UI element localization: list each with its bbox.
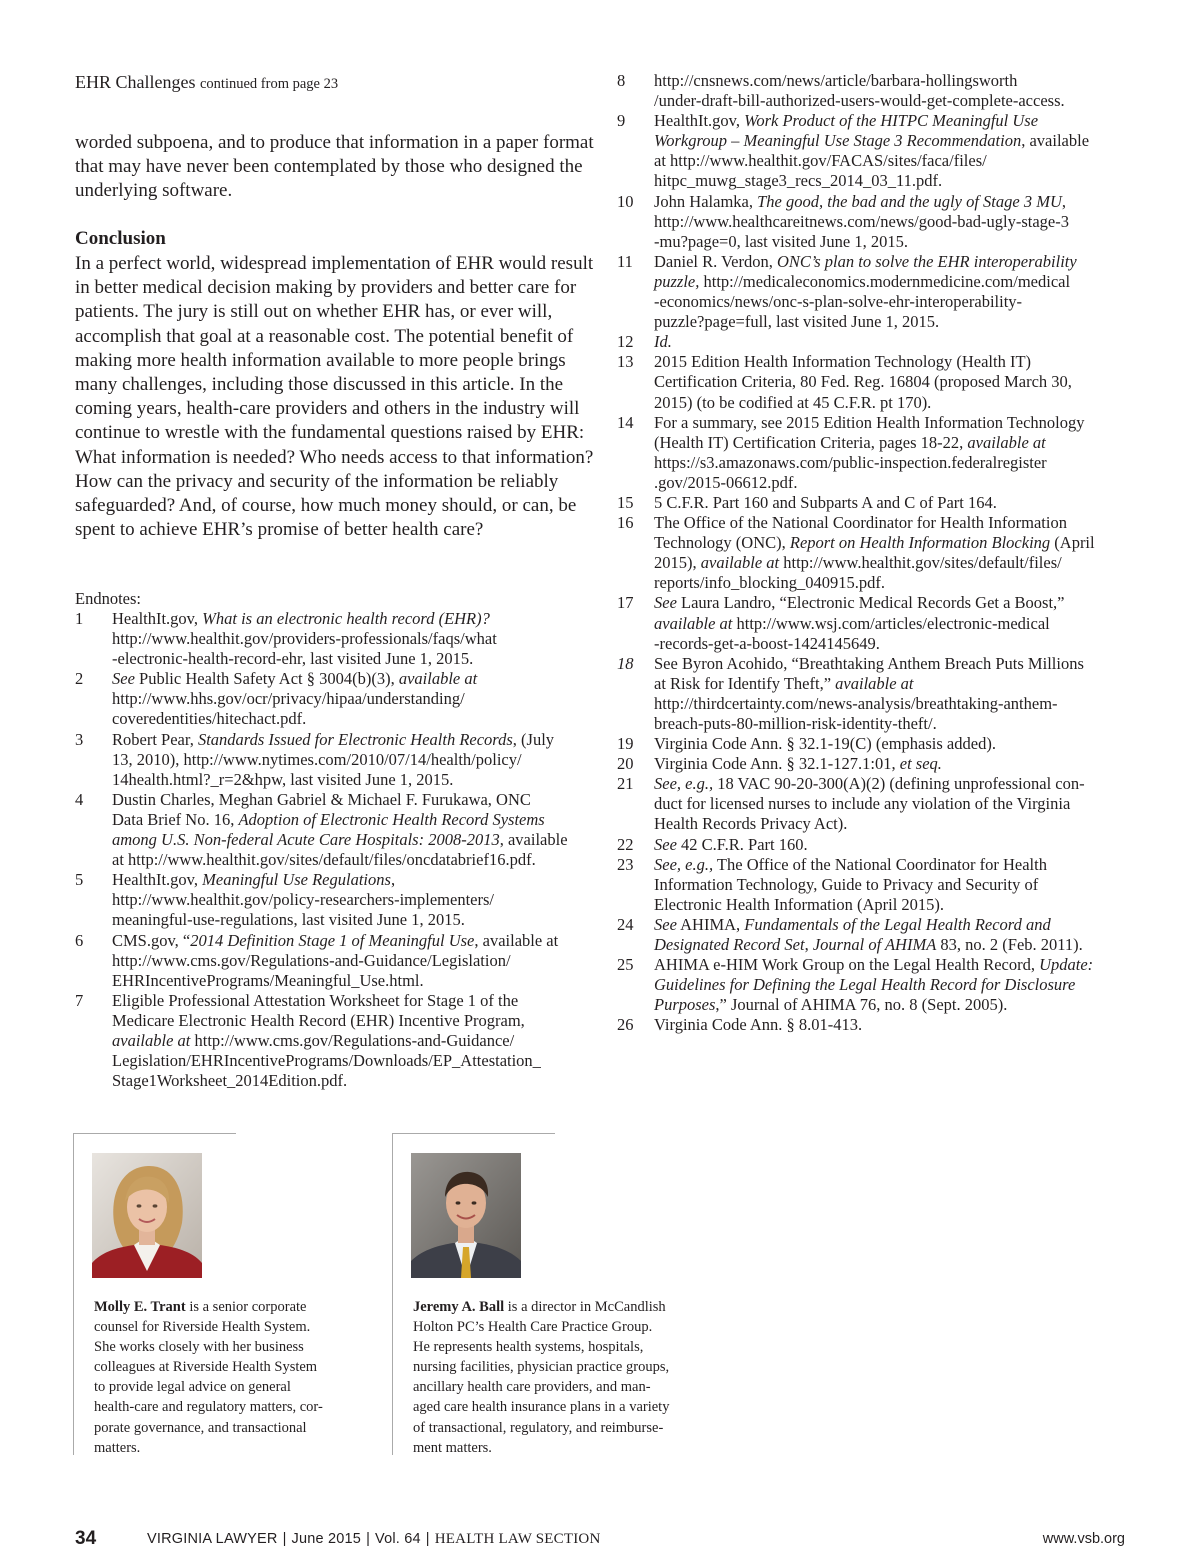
endnote-text: AHIMA e-HIM Work Group on the Legal Health Record, Update: Guidelines for Defining the Legal Health Record for Disclosure Purposes,” Journal of AHIMA 76, no. 8 (Sept. 2005). (654, 955, 1094, 1015)
endnote-number: 1 (75, 609, 84, 628)
endnote-text: Id. (654, 332, 672, 352)
endnote-22 (617, 835, 1147, 855)
bio-divider (74, 1133, 236, 1134)
author-name-ball: Jeremy A. Ball (413, 1299, 505, 1315)
website-url: www.vsb.org (1042, 1531, 1125, 1547)
endnote-7 (75, 991, 595, 1091)
endnote-text: Robert Pear, Standards Issued for Electronic Health Records, (July 13, 2010), http://www.nytimes.com/2010/07/14/health/policy/ 14health.html?_r=2&hpw, last visited June 1, 2015. (112, 729, 555, 789)
endnote-number: 22 (617, 834, 634, 854)
bio-body-ball: is a director in McCandlish Holton PC’s Health Care Practice Group. He represents health systems, hospitals, nursing facilities, physician practice groups, ancillary health care providers, and man- aged care health insurance plans in a variety of transactional, regulatory, and reimburse- ment matters. (413, 1299, 670, 1456)
bio-text-trant (94, 1297, 394, 1458)
endnote-text: For a summary, see 2015 Edition Health Information Technology (Health IT) Certification Criteria, pages 18-22, available at https://s3.amazonaws.com/public-inspection.federalregister .gov/2015-06612.pdf. (654, 412, 1085, 492)
author-bio-trant (73, 1133, 413, 1455)
endnote-text: HealthIt.gov, Work Product of the HITPC Meaningful Use Workgroup – Meaningful Use Stage 3 Recommendation, available at http://www.healthit.gov/FACAS/sites/faca/files/ hitpc_muwg_stage3_recs_2014_03_11.pdf. (654, 111, 1090, 191)
endnote-number: 4 (75, 789, 84, 809)
lead-paragraph: worded subpoena, and to produce that information in a paper format that may have never been contemplated by those who designed the underlying software. (75, 132, 594, 202)
endnote-text: HealthIt.gov, Meaningful Use Regulations, http://www.healthit.gov/policy-researchers-implementers/ meaningful-use-regulations, last visited June 1, 2015. (112, 870, 494, 930)
endnote-text: Dustin Charles, Meghan Gabriel & Michael F. Furukawa, ONC Data Brief No. 16, Adoption of Electronic Health Record Systems among U.S. Non-federal Acute Care Hospitals: 2008-2013, available at http://www.healthit.gov/sites/default/files/oncdatabrief16.pdf. (112, 789, 568, 870)
endnote-number: 10 (617, 191, 634, 211)
author-photo-trant (92, 1153, 202, 1278)
endnote-number: 17 (617, 593, 634, 613)
bio-text-ball (413, 1297, 713, 1458)
endnote-12 (617, 332, 1147, 352)
endnote-3 (75, 730, 595, 790)
endnote-text: See, e.g., 18 VAC 90-20-300(A)(2) (defining unprofessional con- duct for licensed nurses to include any violation of the Virginia Health Records Privacy Act). (654, 774, 1085, 834)
endnote-text: Daniel R. Verdon, ONC’s plan to solve the EHR interoperability puzzle, http://medicaleconomics.modernmedicine.com/medical -economics/news/onc-s-plan-solve-ehr-interoperability- puzzle?page=full, last visited June 1, 2015. (654, 251, 1077, 332)
endnote-number: 20 (617, 754, 634, 774)
endnote-text: Virginia Code Ann. § 8.01-413. (654, 1015, 863, 1035)
endnotes-label: Endnotes: (75, 589, 141, 608)
endnote-number: 15 (617, 492, 634, 512)
author-photo-ball (411, 1153, 521, 1278)
endnote-23 (617, 855, 1147, 915)
endnote-number: 3 (75, 729, 84, 749)
endnote-number: 23 (617, 854, 634, 874)
continued-note: continued from page 23 (199, 76, 339, 92)
endnote-number: 16 (617, 513, 634, 533)
endnote-text: See Laura Landro, “Electronic Medical Records Get a Boost,” available at http://www.wsj.com/articles/electronic-medical -records-get-a-boost-1424145649. (654, 593, 1065, 653)
volume: Vol. 64 (375, 1531, 421, 1547)
endnote-8 (617, 71, 1147, 111)
endnote-text: See Byron Acohido, “Breathtaking Anthem Breach Puts Millions at Risk for Identify Theft,” available at http://thirdcertainty.com/news-analysis/breathtaking-anthem- breach-puts-80-million-risk-identity-theft/. (654, 653, 1084, 733)
endnote-5 (75, 870, 595, 930)
endnote-text: See AHIMA, Fundamentals of the Legal Health Record and Designated Record Set, Journal of AHIMA 83, no. 2 (Feb. 2011). (654, 914, 1083, 955)
endnote-4 (75, 790, 595, 870)
endnote-21 (617, 774, 1147, 834)
endnote-text: 5 C.F.R. Part 160 and Subparts A and C of Part 164. (654, 492, 997, 512)
publication-name: VIRGINIA LAWYER (147, 1531, 278, 1547)
endnote-text: Virginia Code Ann. § 32.1-19(C) (emphasis added). (654, 734, 996, 754)
endnote-number: 13 (617, 352, 634, 372)
endnote-text: http://cnsnews.com/news/article/barbara-hollingsworth /under-draft-bill-authorized-users-would-get-complete-access. (654, 71, 1065, 111)
endnote-text: Virginia Code Ann. § 32.1-127.1:01, et seq. (654, 754, 942, 774)
endnote-number: 6 (75, 930, 84, 950)
endnote-number: 18 (617, 653, 634, 673)
endnote-1 (75, 609, 595, 669)
author-bio-ball (392, 1133, 732, 1455)
endnote-6 (75, 931, 595, 991)
separator: | (366, 1531, 371, 1547)
page-number: 34 (75, 1528, 97, 1549)
conclusion-paragraph: In a perfect world, widespread implementation of EHR would result in better medical decision making by providers and better care for patients. The jury is still out on whether EHR has, or ever will, accomplish that goal at a reasonable cost. The potential benefit of making more health information available to more people brings many challenges, including those discussed in this article. In the coming years, health-care providers and others in the industry will continue to wrestle with the fundamental questions raised by EHR: What information is needed? Who needs access to that information? How can the privacy and security of the information be reliably safeguarded? And, of course, how much money should, or can, be spent to achieve EHR’s promise of better health care? (75, 253, 594, 541)
endnote-number: 25 (617, 955, 634, 975)
endnote-9 (617, 111, 1147, 191)
endnote-text: HealthIt.gov, What is an electronic health record (EHR)? http://www.healthit.gov/providers-professionals/faqs/what -electronic-health-record-ehr, last visited June 1, 2015. (112, 609, 497, 669)
endnote-text: See, e.g., The Office of the National Coordinator for Health Information Technology, Guide to Privacy and Security of Electronic Health Information (April 2015). (654, 854, 1047, 914)
endnote-number: 24 (617, 914, 634, 934)
endnote-19 (617, 734, 1147, 754)
endnote-number: 9 (617, 111, 626, 131)
endnote-20 (617, 754, 1147, 774)
portrait-man-image (411, 1153, 521, 1278)
endnotes-list-left (75, 609, 595, 1091)
endnote-number: 26 (617, 1015, 634, 1035)
endnote-13 (617, 352, 1147, 412)
endnote-text: See Public Health Safety Act § 3004(b)(3), available at http://www.hhs.gov/ocr/privacy/hipaa/understanding/ coveredentities/hitechact.pdf. (112, 669, 478, 729)
endnote-number: 12 (617, 332, 634, 352)
separator: | (282, 1531, 287, 1547)
endnote-14 (617, 413, 1147, 493)
masthead (147, 1531, 601, 1548)
portrait-woman-image (92, 1153, 202, 1278)
bio-body-trant: is a senior corporate counsel for Riverside Health System. She works closely with her business colleagues at Riverside Health System to provide legal advice on general health-care and regulatory matters, cor- porate governance, and transactional matters. (94, 1299, 323, 1456)
endnote-25 (617, 955, 1147, 1015)
running-title: EHR Challenges (75, 72, 196, 92)
running-header (75, 72, 338, 93)
endnote-17 (617, 593, 1147, 653)
section-name: HEALTH LAW SECTION (434, 1531, 601, 1547)
author-name-trant: Molly E. Trant (94, 1299, 186, 1315)
separator: | (425, 1531, 430, 1547)
endnote-10 (617, 192, 1147, 252)
endnote-number: 21 (617, 774, 634, 794)
endnote-18 (617, 654, 1147, 734)
issue-date: June 2015 (291, 1531, 362, 1547)
endnote-number: 5 (75, 870, 84, 890)
endnote-2 (75, 669, 595, 729)
endnote-number: 2 (75, 669, 84, 689)
endnote-number: 14 (617, 412, 634, 432)
endnote-text: Eligible Professional Attestation Worksheet for Stage 1 of the Medicare Electronic Health Record (EHR) Incentive Program, available at http://www.cms.gov/Regulations-and-Guidance/ Legislation/EHRIncentivePrograms/Downloads/EP_Attestation_ Stage1Worksheet_2014Edition.pdf. (112, 990, 541, 1091)
endnote-number: 7 (75, 990, 84, 1010)
endnote-11 (617, 252, 1147, 332)
endnote-text: See 42 C.F.R. Part 160. (654, 834, 808, 854)
endnote-text: CMS.gov, “2014 Definition Stage 1 of Meaningful Use, available at http://www.cms.gov/Regulations-and-Guidance/Legislation/ EHRIncentivePrograms/Meaningful_Use.html. (112, 930, 559, 990)
endnote-26 (617, 1015, 1147, 1035)
endnote-text: The Office of the National Coordinator for Health Information Technology (ONC), Report on Health Information Blocking (April 2015), available at http://www.healthit.gov/sites/default/files/ reports/info_blocking_040915.pdf. (654, 513, 1095, 593)
bio-divider (393, 1133, 555, 1134)
endnote-15 (617, 493, 1147, 513)
endnote-number: 11 (617, 251, 633, 271)
endnote-number: 8 (617, 71, 626, 90)
endnotes-list-right (617, 71, 1147, 1036)
endnote-16 (617, 513, 1147, 593)
endnote-text: John Halamka, The good, the bad and the ugly of Stage 3 MU, http://www.healthcareitnews.com/news/good-bad-ugly-stage-3 -mu?page=0, last visited June 1, 2015. (654, 191, 1069, 251)
page-footer (75, 1528, 1125, 1554)
endnote-number: 19 (617, 734, 634, 754)
endnote-text: 2015 Edition Health Information Technology (Health IT) Certification Criteria, 80 Fed. Reg. 16804 (proposed March 30, 2015) (to be codified at 45 C.F.R. pt 170). (654, 352, 1072, 412)
endnote-24 (617, 915, 1147, 955)
conclusion-heading: Conclusion (75, 228, 166, 249)
